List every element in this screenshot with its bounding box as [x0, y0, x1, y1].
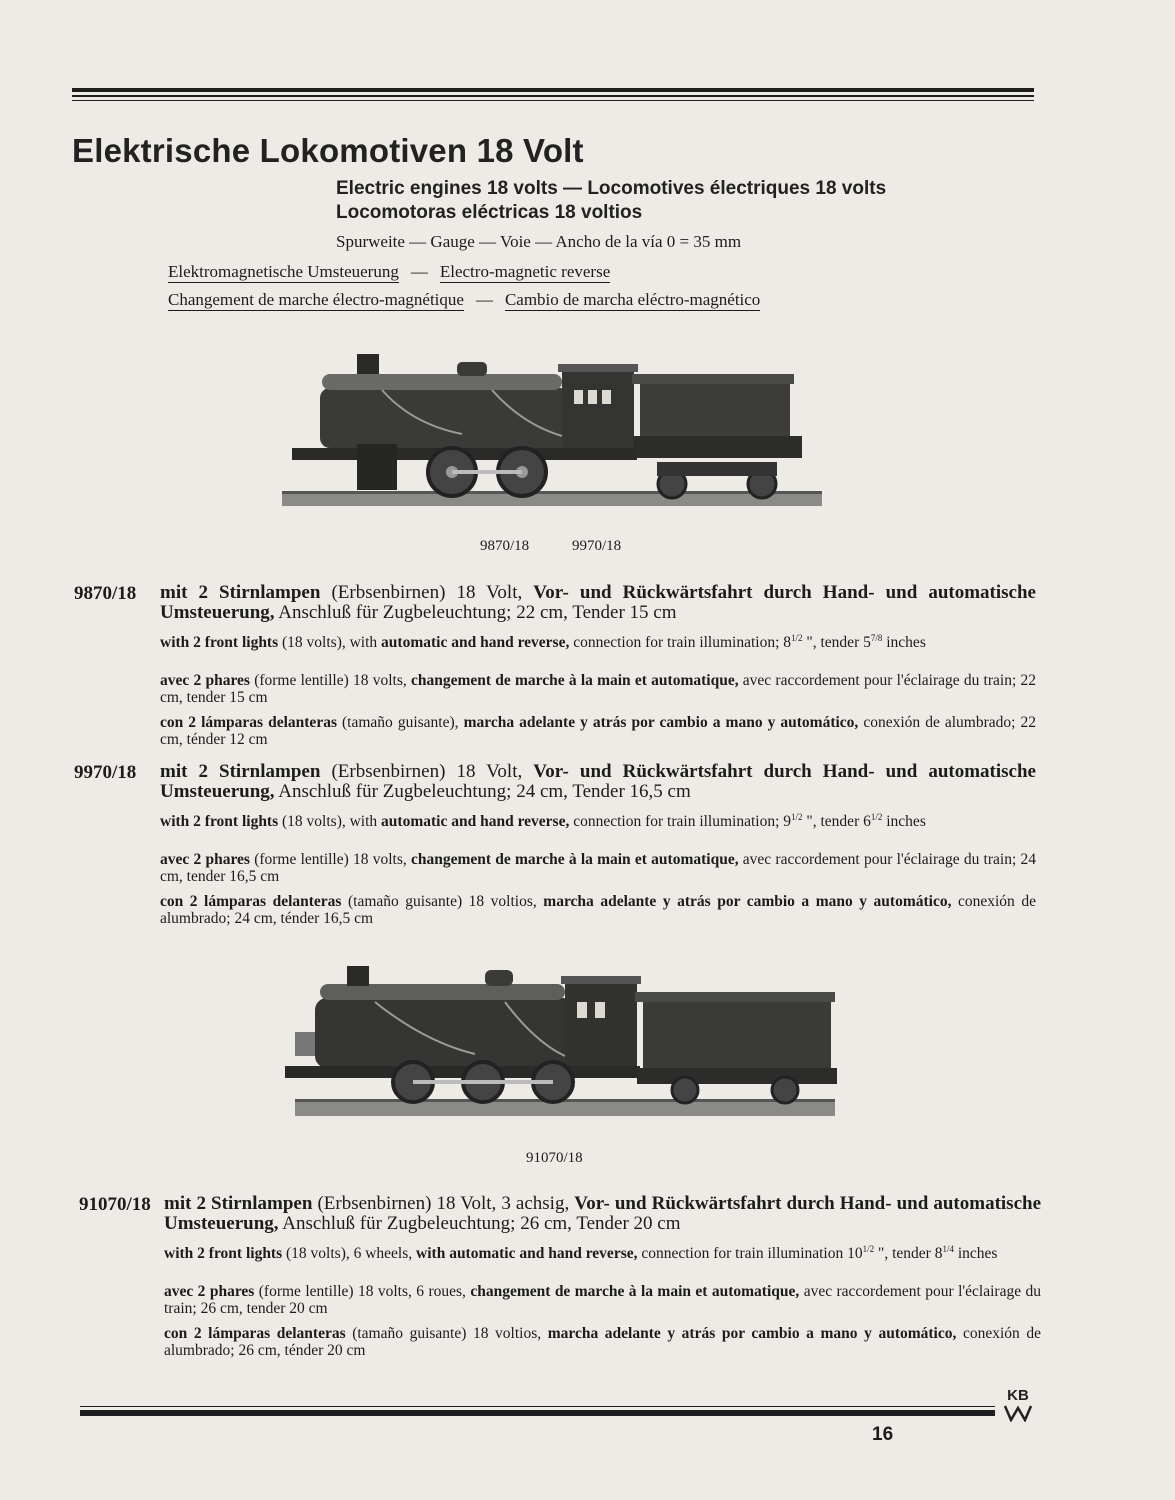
page-number: 16: [872, 1424, 894, 1445]
text-en: with 2 front lights (18 volts), with automatic and hand reverse, connection for train illumination; $9^{1/2}$ ", tender $6^{1/2}$ inches: [160, 812, 926, 830]
caption-9870: 9870/18: [480, 538, 530, 554]
reverse-en: Electro-magnetic reverse: [439, 262, 611, 281]
subtitle-es: Locomotoras eléctricas 18 voltios: [336, 202, 643, 223]
page-title: Elektrische Lokomotiven 18 Volt: [72, 132, 584, 169]
locomotive-photo-9870-9970: [262, 344, 842, 524]
text-es: con 2 lámparas delanteras (tamaño guisante), marcha adelante y atrás por cambio a mano y automático, conexión de alumbrado; 22 cm, ténder 12 cm: [160, 714, 1036, 748]
text-de: mit 2 Stirnlampen (Erbsenbirnen) 18 Volt, Vor- und Rückwärtsfahrt durch Hand- und automatische Umsteuerung, Anschluß für Zugbeleuchtung; 24 cm, Tender 16,5 cm: [160, 761, 1036, 802]
entry-9870: [74, 583, 1039, 753]
entry-9970: [74, 762, 1039, 932]
entry-number: 9970/18: [74, 762, 137, 783]
bottom-rule: [80, 1403, 995, 1416]
gauge-line: Spurweite — Gauge — Voie — Ancho de la vía 0 = 35 mm: [336, 232, 742, 251]
reverse-de: Elektromagnetische Umsteuerung: [168, 262, 399, 281]
subtitle-en-fr: Electric engines 18 volts — Locomotives électriques 18 volts: [336, 178, 887, 199]
svg-text:KB: KB: [1007, 1387, 1029, 1404]
entry-number: 9870/18: [74, 583, 137, 604]
entry-number: 91070/18: [79, 1194, 151, 1215]
text-es: con 2 lámparas delanteras (tamaño guisante) 18 voltios, marcha adelante y atrás por cambio a mano y automático, conexión de alumbrado; 24 cm, ténder 16,5 cm: [160, 893, 1036, 927]
text-fr: avec 2 phares (forme lentille) 18 volts, changement de marche à la main et automatique, avec raccordement pour l'éclairage du train; 22 cm, tender 15 cm: [160, 672, 1036, 706]
text-es: con 2 lámparas delanteras (tamaño guisante) 18 voltios, marcha adelante y atrás por cambio a mano y automático, conexión de alumbrado; 26 cm, ténder 20 cm: [164, 1325, 1041, 1359]
text-de: mit 2 Stirnlampen (Erbsenbirnen) 18 Volt, Vor- und Rückwärtsfahrt durch Hand- und automatische Umsteuerung, Anschluß für Zugbeleuchtung; 22 cm, Tender 15 cm: [160, 582, 1036, 623]
reverse-line-2: [168, 290, 760, 310]
caption-91070: 91070/18: [526, 1150, 583, 1166]
top-rule: [72, 88, 1034, 101]
reverse-es: Cambio de marcha eléctro-magnético: [504, 290, 761, 309]
text-fr: avec 2 phares (forme lentille) 18 volts, 6 roues, changement de marche à la main et automatique, avec raccordement pour l'éclairage du train; 26 cm, tender 20 cm: [164, 1283, 1041, 1317]
dash: —: [475, 290, 493, 309]
entry-91070: [79, 1194, 1041, 1364]
reverse-fr: Changement de marche électro-magnétique: [168, 290, 464, 309]
reverse-line-1: [168, 262, 610, 282]
text-en: with 2 front lights (18 volts), with automatic and hand reverse, connection for train illumination; $8^{1/2}$ ", tender $5^{7/8}$ inches: [160, 633, 926, 651]
text-en: with 2 front lights (18 volts), 6 wheels, with automatic and hand reverse, connection for train illumination $10^{1/2}$ ", tender $8^{1/4}$ inches: [164, 1244, 998, 1262]
dash: —: [410, 262, 428, 281]
locomotive-photo-91070: [265, 962, 860, 1134]
kbw-logo-icon: [1003, 1386, 1033, 1422]
text-fr: avec 2 phares (forme lentille) 18 volts, changement de marche à la main et automatique, avec raccordement pour l'éclairage du train; 24 cm, tender 16,5 cm: [160, 851, 1036, 885]
text-de: mit 2 Stirnlampen (Erbsenbirnen) 18 Volt, 3 achsig, Vor- und Rückwärtsfahrt durch Hand- und automatische Umsteuerung, Anschluß für Zugbeleuchtung; 26 cm, Tender 20 cm: [164, 1193, 1042, 1234]
caption-9970: 9970/18: [572, 538, 622, 554]
